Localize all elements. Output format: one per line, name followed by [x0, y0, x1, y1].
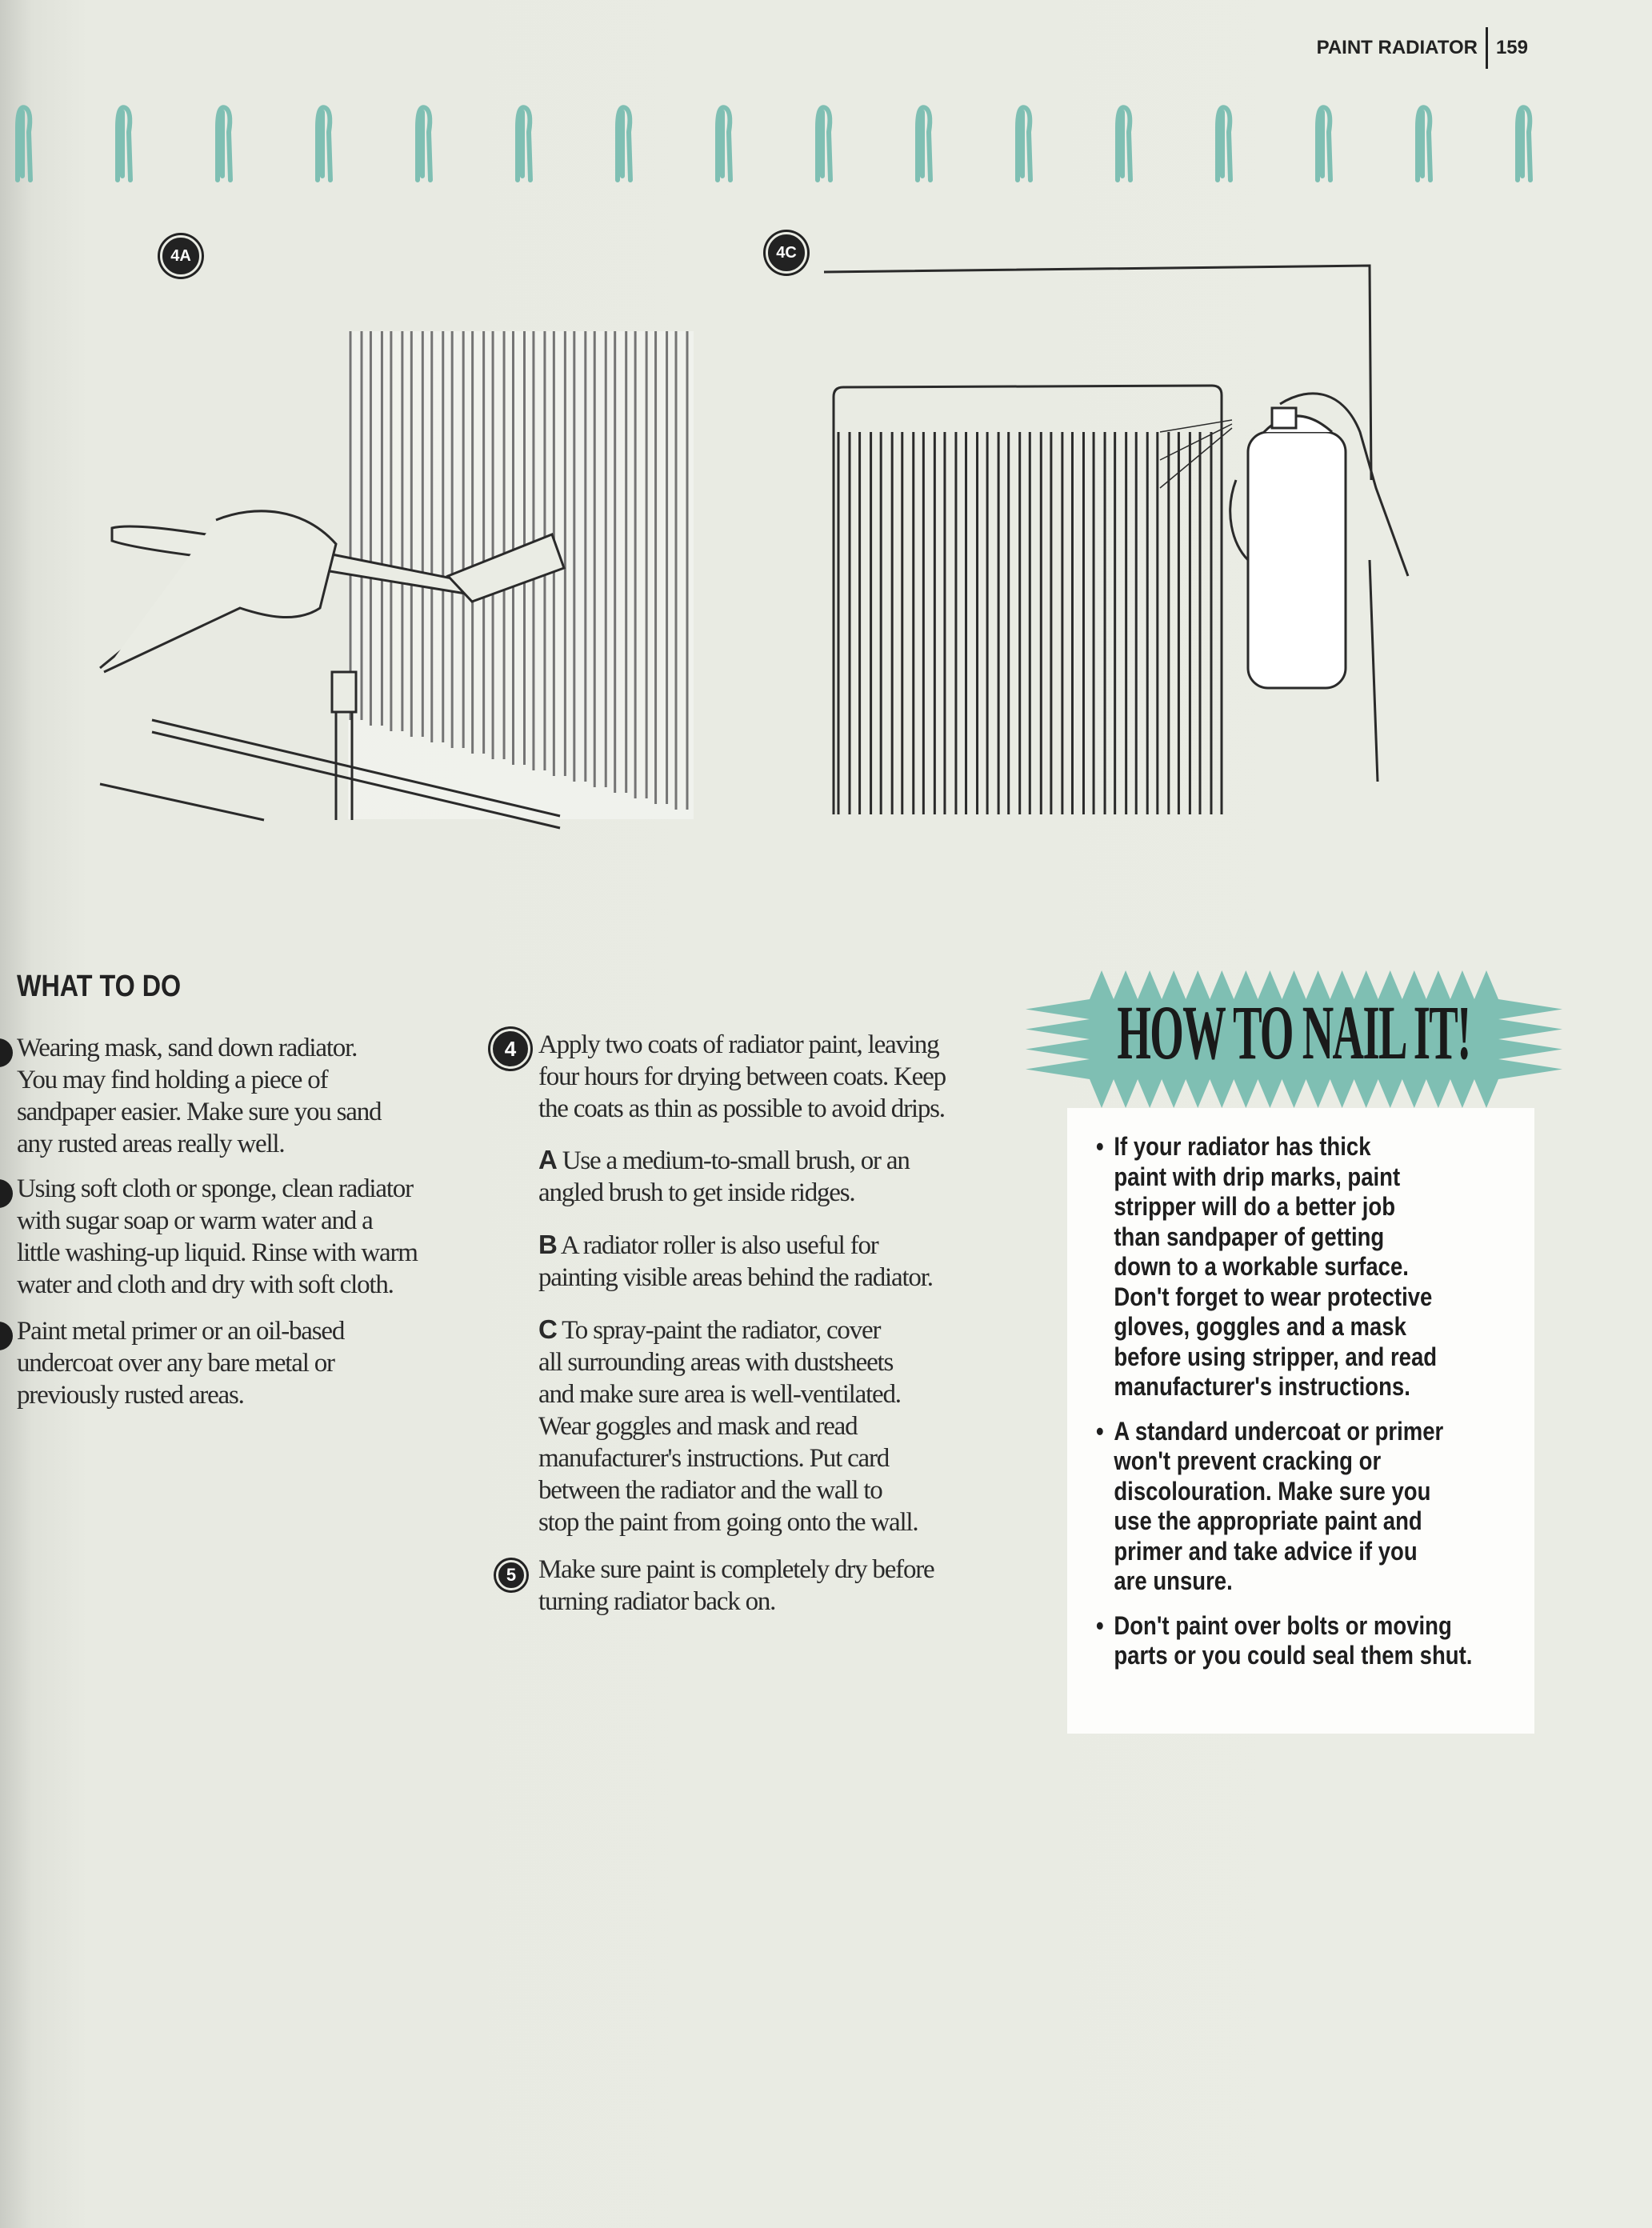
text-line: down to a workable surface. [1114, 1252, 1409, 1281]
text-line: and make sure area is well-ventilated. [538, 1380, 901, 1409]
hook-icon [518, 107, 530, 180]
text-line: use the appropriate paint and [1114, 1506, 1422, 1535]
text-line: Use a medium-to-small brush, or an [562, 1146, 910, 1175]
text-line: sandpaper easier. Make sure you sand [17, 1098, 382, 1126]
what-to-do-heading: WHAT TO DO [17, 970, 182, 1003]
text-line: parts or you could seal them shut. [1114, 1641, 1473, 1670]
hook-icon [1218, 107, 1230, 180]
hook-icon [218, 107, 230, 180]
step-1-text [17, 1032, 381, 1160]
text-line: with sugar soap or warm water and a [17, 1206, 373, 1235]
text-line: any rusted areas really well. [17, 1130, 285, 1158]
hook-icon [1318, 107, 1330, 180]
running-header [1317, 27, 1528, 69]
hook-icon [1018, 107, 1030, 180]
radiator-fin [1072, 432, 1083, 814]
step-4-text [538, 1029, 946, 1125]
text-line: paint with drip marks, paint [1114, 1162, 1401, 1191]
hook-icon [118, 107, 130, 180]
text-line: manufacturer's instructions. [1114, 1372, 1410, 1401]
step-2-marker [0, 1179, 13, 1208]
text-line: before using stripper, and read [1114, 1342, 1438, 1371]
radiator-fin [966, 432, 978, 814]
step-1-marker [0, 1038, 13, 1067]
hook-icon [1118, 107, 1130, 180]
sub-text-a [538, 1146, 910, 1209]
bullet-icon: • [1096, 1610, 1104, 1640]
radiator-fin [987, 432, 998, 814]
text-line: A radiator roller is also useful for [560, 1231, 878, 1260]
radiator-fin [1158, 432, 1169, 814]
text-line: Apply two coats of radiator paint, leaving [538, 1030, 939, 1059]
tip-text [1114, 1132, 1472, 1402]
tip-item [1096, 1611, 1472, 1671]
radiator-fin [1115, 432, 1126, 814]
text-line: Wearing mask, sand down radiator. [17, 1034, 358, 1062]
sub-letter-c: C [538, 1314, 557, 1344]
text-line: manufacturer's instructions. Put card [538, 1444, 890, 1473]
radiator-fin [838, 432, 850, 814]
text-line: If your radiator has thick [1114, 1132, 1371, 1161]
text-line: between the radiator and the wall to [538, 1476, 882, 1505]
sub-text-b [538, 1231, 933, 1294]
step-4a-text [538, 1144, 910, 1209]
step-5-text [538, 1554, 934, 1618]
text-line: gloves, goggles and a mask [1114, 1312, 1406, 1341]
radiator-fin [945, 432, 956, 814]
text-line: To spray-paint the radiator, cover [562, 1316, 881, 1345]
hook-icon [718, 107, 730, 180]
text-line: stripper will do a better job [1114, 1192, 1396, 1221]
hook-icon [318, 107, 330, 180]
tip-text [1114, 1417, 1472, 1597]
text-line: Don't forget to wear protective [1114, 1282, 1433, 1311]
hook-icon [618, 107, 630, 180]
step-3-marker [0, 1322, 13, 1350]
sub-letter-b: B [538, 1230, 557, 1259]
radiator-fin [860, 432, 871, 814]
hook-icon [418, 107, 430, 180]
step-4-badge: 4 [490, 1029, 530, 1069]
page-number: 159 [1495, 37, 1528, 58]
radiator-fin [1136, 432, 1147, 814]
sub-letter-a: A [538, 1145, 557, 1174]
text-line: turning radiator back on. [538, 1587, 776, 1616]
text-line: painting visible areas behind the radiator. [538, 1263, 933, 1292]
tip-text [1114, 1611, 1472, 1671]
text-line: discolouration. Make sure you [1114, 1476, 1431, 1506]
bullet-icon: • [1096, 1416, 1104, 1446]
text-line: You may find holding a piece of [17, 1066, 328, 1094]
hook-icon [1518, 107, 1530, 180]
step-2-text [17, 1173, 418, 1301]
text-line: water and cloth and dry with soft cloth. [17, 1270, 394, 1299]
text-line: Using soft cloth or sponge, clean radiator [17, 1174, 413, 1203]
text-line: Wear goggles and mask and read [538, 1412, 858, 1441]
spray-can-radiator-illustration [0, 240, 1652, 848]
figure-label-4a: 4A [160, 235, 202, 277]
hook-icon [918, 107, 930, 180]
radiator-fin [923, 432, 934, 814]
text-line: A standard undercoat or primer [1114, 1416, 1444, 1446]
section-title: PAINT RADIATOR [1316, 37, 1478, 58]
tip-item [1096, 1417, 1472, 1597]
text-line: Paint metal primer or an oil-based [17, 1317, 345, 1346]
radiator-fin [1200, 432, 1211, 814]
hook-icon [1418, 107, 1430, 180]
radiator-fin [1009, 432, 1020, 814]
bullet-icon: • [1096, 1132, 1104, 1161]
step-4c-text [538, 1314, 918, 1538]
tips-list [1096, 1132, 1472, 1686]
text-line: undercoat over any bare metal or [17, 1349, 334, 1378]
hook-border-decoration [0, 88, 1652, 192]
step-5-badge: 5 [496, 1560, 526, 1590]
text-line: won't prevent cracking or [1114, 1446, 1382, 1475]
hook-icon [18, 107, 30, 180]
radiator-fin [902, 432, 914, 814]
text-line: Don't paint over bolts or moving [1114, 1610, 1452, 1640]
text-line: previously rusted areas. [17, 1381, 244, 1410]
sub-text-c [538, 1316, 918, 1538]
text-line: Make sure paint is completely dry before [538, 1555, 934, 1584]
text-line: are unsure. [1114, 1566, 1233, 1595]
radiator-fin [881, 432, 892, 814]
text-line: stop the paint from going onto the wall. [538, 1508, 918, 1537]
step-4b-text [538, 1229, 933, 1294]
tips-title: HOW TO NAIL IT! [1117, 990, 1470, 1075]
text-line: little washing-up liquid. Rinse with warm [17, 1238, 418, 1267]
radiator-fin [1051, 432, 1062, 814]
text-line: the coats as thin as possible to avoid drips. [538, 1094, 945, 1123]
text-line: than sandpaper of getting [1114, 1222, 1385, 1251]
radiator-fin [1030, 432, 1041, 814]
text-line: four hours for drying between coats. Keep [538, 1062, 946, 1091]
text-line: all surrounding areas with dustsheets [538, 1348, 894, 1377]
step-3-text [17, 1315, 344, 1411]
tip-item [1096, 1132, 1472, 1402]
radiator-fin [1094, 432, 1105, 814]
figure-label-4c: 4C [766, 232, 807, 274]
radiator-fin [1178, 432, 1190, 814]
text-line: primer and take advice if you [1114, 1536, 1418, 1566]
header-divider [1486, 27, 1488, 69]
text-line: angled brush to get inside ridges. [538, 1178, 855, 1207]
hook-icon [818, 107, 830, 180]
